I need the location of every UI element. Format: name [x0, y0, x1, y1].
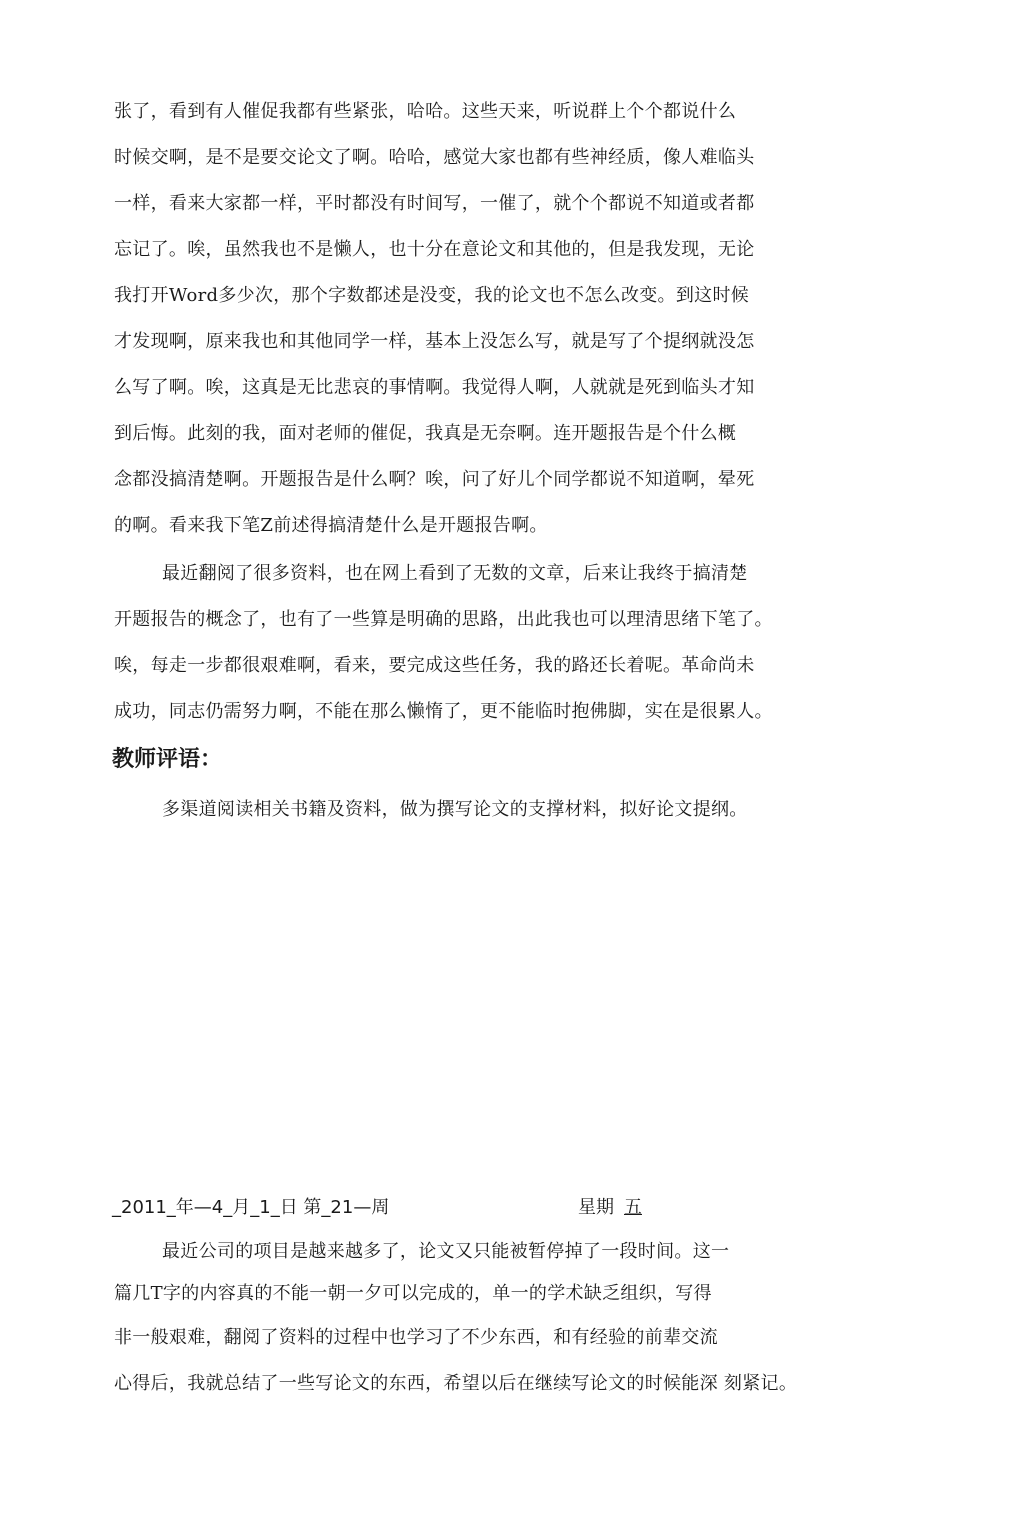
- paragraph-line: 开题报告的概念了，也有了一些算是明确的思路，出此我也可以理清思绪下笔了。: [114, 609, 773, 630]
- paragraph-line: 成功，同志仍需努力啊，不能在那么懒惰了，更不能临时抱佛脚，实在是很累人。: [114, 701, 773, 722]
- paragraph-line: 最近公司的项目是越来越多了，论文又只能被暂停掉了一段时间。这一: [162, 1241, 730, 1262]
- paragraph-line: 忘记了。唉，虽然我也不是懒人，也十分在意论文和其他的，但是我发现，无论: [114, 239, 755, 260]
- teacher-comment-text: 多渠道阅读相关书籍及资料，做为撰写论文的支撑材料，拟好论文提纲。: [162, 799, 748, 820]
- paragraph-line: 么写了啊。唉，这真是无比悲哀的事情啊。我觉得人啊，人就就是死到临头才知: [114, 377, 755, 398]
- paragraph-line: 唉，每走一步都很艰难啊，看来，要完成这些任务，我的路还长着呢。革命尚未: [114, 655, 755, 676]
- weekday-label: 星期: [578, 1197, 614, 1218]
- paragraph-line: 一样，看来大家都一样，平时都没有时间写，一催了，就个个都说不知道或者都: [114, 193, 755, 214]
- entry-date: _2011_年—4_月_1_日 第_21—周: [112, 1197, 390, 1218]
- paragraph-line: 非一般艰难，翻阅了资料的过程中也学习了不少东西，和有经验的前辈交流: [114, 1327, 718, 1348]
- paragraph-line: 时候交啊，是不是要交论文了啊。哈哈，感觉大家也都有些神经质，像人难临头: [114, 147, 755, 168]
- weekday-value: 五: [624, 1197, 642, 1218]
- paragraph-line: 我打开Word多少次，那个字数都述是没变，我的论文也不怎么改变。到这时候: [114, 285, 750, 306]
- paragraph-line: 篇几T字的内容真的不能一朝一夕可以完成的，单一的学术缺乏组织，写得: [114, 1283, 712, 1304]
- paragraph-line: 的啊。看来我下笔Z前述得搞清楚什么是开题报告啊。: [114, 515, 548, 536]
- paragraph-line: 才发现啊，原来我也和其他同学一样，基本上没怎么写，就是写了个提纲就没怎: [114, 331, 755, 352]
- teacher-comment-heading: 教师评语：: [112, 747, 223, 772]
- paragraph-line: 心得后，我就总结了一些写论文的东西，希望以后在继续写论文的时候能深 刻紧记。: [114, 1373, 798, 1394]
- entry-weekday: [578, 1196, 642, 1220]
- paragraph-line: 念都没搞清楚啊。开题报告是什么啊？唉，问了好儿个同学都说不知道啊，晕死: [114, 469, 755, 490]
- paragraph-line: 最近翻阅了很多资料，也在网上看到了无数的文章，后来让我终于搞清楚: [162, 563, 748, 584]
- paragraph-line: 到后悔。此刻的我，面对老师的催促，我真是无奈啊。连开题报告是个什么概: [114, 423, 737, 444]
- paragraph-line: 张了，看到有人催促我都有些紧张，哈哈。这些天来，听说群上个个都说什么: [114, 101, 737, 122]
